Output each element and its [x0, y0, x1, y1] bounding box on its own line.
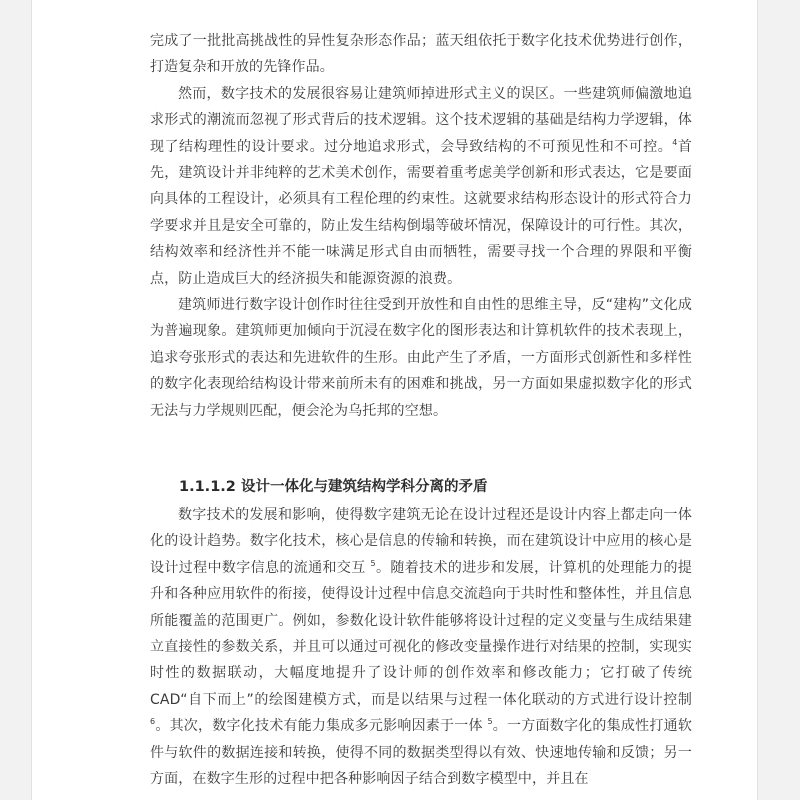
text-run: 然而，数字技术的发展很容易让建筑师掉进形式主义的误区。一些建筑师偏激地追求形式的潮流而忽视了形式背后的技术逻辑。这个技术逻辑的基础是结构力学逻辑，体现了结构理性的设计要求。过分地追求形式，会导致结构的不可预见性和不可控。: [150, 85, 692, 155]
text-run: 数字技术的发展和影响，使得数字建筑无论在设计过程还是设计内容上都走向一体化的设计趋势。数字化技术，核心是信息的传输和转换，而在建筑设计中应用的核心是设计过程中数字信息的流通和交互: [150, 507, 692, 576]
citation-superscript: 4: [672, 137, 678, 147]
citation-superscript: 5: [370, 558, 376, 568]
paragraph: [150, 81, 692, 292]
text-run: 首先，建筑设计并非纯粹的艺术美术创作，需要着重考虑美学创新和形式表达，它是要面向具体的工程设计，必须具有工程伦理的约束性。这就要求结构形态设计的形式符合力学要求并且是安全可靠的，防止发生结构倒塌等破坏情况，保障设计的可行性。其次，结构效率和经济性并不能一味满足形式自由而牺牲，需要寻找一个合理的界限和平衡点，防止造成巨大的经济损失和能源资源的浪费。: [150, 138, 692, 287]
section-title: 设计一体化与建筑结构学科分离的矛盾: [241, 479, 488, 495]
text-run: 建筑师进行数字设计创作时往往受到开放性和自由性的思维主导，反“建构”文化成为普遍现象。建筑师更加倾向于沉浸在数字化的图形表达和计算机软件的技术表现上，追求夸张形式的表达和先进软件的生形。由此产生了矛盾，一方面形式创新性和多样性的数字化表现给结构设计带来前所未有的困难和挑战，另一方面如果虚拟数字化的形式无法与力学规则匹配，便会沦为乌托邦的空想。: [150, 297, 692, 419]
text-run: 。随着技术的进步和发展，计算机的处理能力的提升和各种应用软件的衔接，使得设计过程中信息交流趋向于共时性和整体性，并且信息所能覆盖的范围更广。例如，参数化设计软件能够将设计过程的定义变量与生成结果建立直接性的参数关系，并且可以通过可视化的修改变量操作进行对结果的控制，实现实时性的数据联动，大幅度地提升了设计师的创作效率和修改能力；它打破了传统 CAD“自下而上”的绘图建模方式，而是以结果与过程一体化联动的方式进行设计控制: [150, 559, 692, 708]
text-run: 。其次，数字化技术有能力集成多元影响因素于一体: [155, 718, 488, 735]
text-run: 。一方面数字化的集成性打通软件与软件的数据连接和转换，使得不同的数据类型得以有效、快速地传输和反馈；另一方面，在数字生形的过程中把各种影响因子结合到数字模型中，并且在: [150, 718, 692, 788]
section-number: 1.1.1.2: [179, 479, 236, 495]
paragraph: [150, 28, 692, 81]
body-text-top: [150, 28, 692, 424]
citation-superscript: 6: [150, 717, 156, 727]
text-run: 完成了一批批高挑战性的异性复杂形态作品；蓝天组依托于数字化技术优势进行创作，打造复杂和开放的先锋作品。: [150, 33, 692, 76]
citation-superscript: 5: [487, 717, 493, 727]
paragraph: [150, 502, 692, 792]
document-page: [31, 0, 758, 800]
section-heading: [179, 475, 488, 496]
body-text-bottom: [150, 502, 692, 792]
paragraph: [150, 292, 692, 424]
